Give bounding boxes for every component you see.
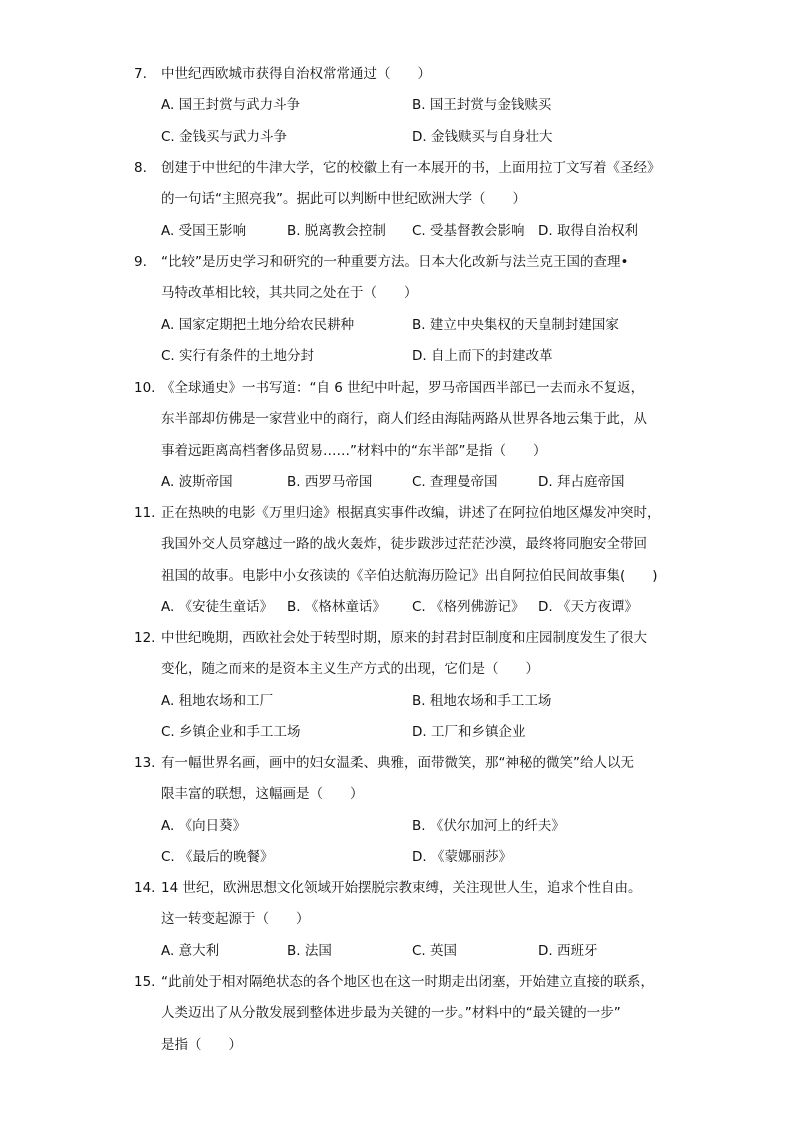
question-10	[134, 373, 694, 498]
question-number: 11.	[134, 505, 156, 521]
option-c: C. 英国	[412, 942, 458, 959]
question-9	[134, 247, 694, 372]
option-a: A. 国家定期把土地分给农民耕种	[161, 316, 355, 333]
option-d: D. 自上而下的封建改革	[412, 347, 553, 364]
question-stem-line: 有一幅世界名画，画中的妇女温柔、典雅，面带微笑，那“神秘的微笑”给人以无	[161, 755, 634, 771]
option-c: C. 受基督教会影响	[412, 222, 525, 239]
question-stem-line: “比较”是历史学习和研究的一种重要方法。日本大化改新与法兰克王国的查理•	[161, 254, 629, 270]
option-d: D. 《天方夜谭》	[538, 598, 638, 615]
option-b: B. 国王封赏与金钱赎买	[412, 97, 552, 114]
question-number: 9.	[134, 254, 147, 270]
option-d: D. 西班牙	[538, 942, 598, 959]
option-a: A. 波斯帝国	[161, 473, 233, 490]
question-number: 14.	[134, 880, 156, 896]
question-stem-line: 马特改革相比较，其共同之处在于（ ）	[161, 285, 418, 302]
question-number: 7.	[134, 66, 147, 82]
question-stem-line: 这一转变起源于（ ）	[161, 911, 310, 928]
question-stem-line: 创建于中世纪的牛津大学，它的校徽上有一本展开的书，上面用拉丁文写着《圣经》	[161, 160, 661, 176]
question-7	[134, 59, 694, 153]
question-stem-line: 祖国的故事。电影中小女孩读的《辛伯达航海历险记》出自阿拉伯民间故事集( )	[161, 567, 658, 584]
option-a: A. 受国王影响	[161, 222, 247, 239]
option-row	[161, 811, 694, 842]
option-b: B. 《伏尔加河上的纤夫》	[412, 817, 565, 834]
option-row	[161, 122, 694, 153]
question-stem-line: 我国外交人员穿越过一路的战火轰炸，徒步跋涉过茫茫沙漠，最终将同胞安全带回	[161, 536, 647, 553]
option-row	[161, 592, 694, 623]
question-11	[134, 498, 694, 623]
question-12	[134, 623, 694, 748]
option-c: C. 金钱买与武力斗争	[161, 128, 288, 145]
question-number: 13.	[134, 755, 156, 771]
option-b: B. 租地农场和手工工场	[412, 692, 552, 709]
option-row	[161, 467, 694, 498]
option-row	[161, 686, 694, 717]
question-stem-line: 中世纪西欧城市获得自治权常常通过（ ）	[161, 66, 431, 82]
question-15	[134, 967, 694, 1061]
option-d: D. 金钱赎买与自身壮大	[412, 128, 553, 145]
question-stem-line: 东半部却仿佛是一家营业中的商行，商人们经由海陆两路从世界各地云集于此，从	[161, 411, 647, 428]
option-b: B. 法国	[287, 942, 332, 959]
option-d: D. 工厂和乡镇企业	[412, 723, 526, 740]
question-number: 8.	[134, 160, 147, 176]
option-b: B. 脱离教会控制	[287, 222, 386, 239]
question-stem-line: 人类迈出了从分散发展到整体进步最为关键的一步。”材料中的“最关键的一步”	[161, 1005, 621, 1022]
question-number: 12.	[134, 630, 156, 646]
question-14	[134, 873, 694, 967]
question-stem-line: 正在热映的电影《万里归途》根据真实事件改编，讲述了在阿拉伯地区爆发冲突时，	[161, 505, 661, 521]
option-a: A. 租地农场和工厂	[161, 692, 274, 709]
option-c: C. 《最后的晚餐》	[161, 848, 274, 865]
question-stem-line: 的一句话“主照亮我”。据此可以判断中世纪欧洲大学（ ）	[161, 191, 526, 208]
option-a: A. 意大利	[161, 942, 220, 959]
question-stem-line: 《全球通史》一书写道：“自 6 世纪中叶起，罗马帝国西半部已一去而永不复返，	[161, 380, 645, 396]
option-b: B. 建立中央集权的天皇制封建国家	[412, 316, 619, 333]
option-a: A. 国王封赏与武力斗争	[161, 97, 301, 114]
option-d: D. 拜占庭帝国	[538, 473, 625, 490]
question-stem-line: 中世纪晚期，西欧社会处于转型时期，原来的封君封臣制度和庄园制度发生了很大	[161, 630, 647, 646]
option-a: A. 《向日葵》	[161, 817, 247, 834]
question-stem-line: “此前处于相对隔绝状态的各个地区也在这一时期走出闭塞，开始建立直接的联系，	[161, 974, 654, 990]
question-stem-line: 限丰富的联想，这幅画是（ ）	[161, 786, 364, 803]
option-c: C. 《格列佛游记》	[412, 598, 525, 615]
question-number: 10.	[134, 380, 156, 396]
option-row	[161, 310, 694, 341]
option-row	[161, 717, 694, 748]
option-b: B. 《格林童话》	[287, 598, 386, 615]
question-stem-line: 是指（ ）	[161, 1036, 242, 1053]
option-c: C. 乡镇企业和手工工场	[161, 723, 301, 740]
option-c: C. 查理曼帝国	[412, 473, 498, 490]
question-8	[134, 153, 694, 247]
option-c: C. 实行有条件的土地分封	[161, 347, 315, 364]
question-13	[134, 748, 694, 873]
question-stem-line: 14 世纪，欧洲思想文化领域开始摆脱宗教束缚，关注现世人生，追求个性自由。	[161, 880, 642, 896]
option-a: A. 《安徒生童话》	[161, 598, 274, 615]
question-stem-line: 事着远距离高档奢侈品贸易……”材料中的“东半部”是指（ ）	[161, 442, 547, 459]
question-number: 15.	[134, 974, 156, 990]
option-b: B. 西罗马帝国	[287, 473, 373, 490]
option-row	[161, 936, 694, 967]
question-stem-line: 变化，随之而来的是资本主义生产方式的出现，它们是（ ）	[161, 661, 539, 678]
option-row	[161, 90, 694, 121]
option-d: D. 取得自治权利	[538, 222, 638, 239]
option-row	[161, 842, 694, 873]
option-row	[161, 341, 694, 372]
option-d: D. 《蒙娜丽莎》	[412, 848, 512, 865]
option-row	[161, 216, 694, 247]
